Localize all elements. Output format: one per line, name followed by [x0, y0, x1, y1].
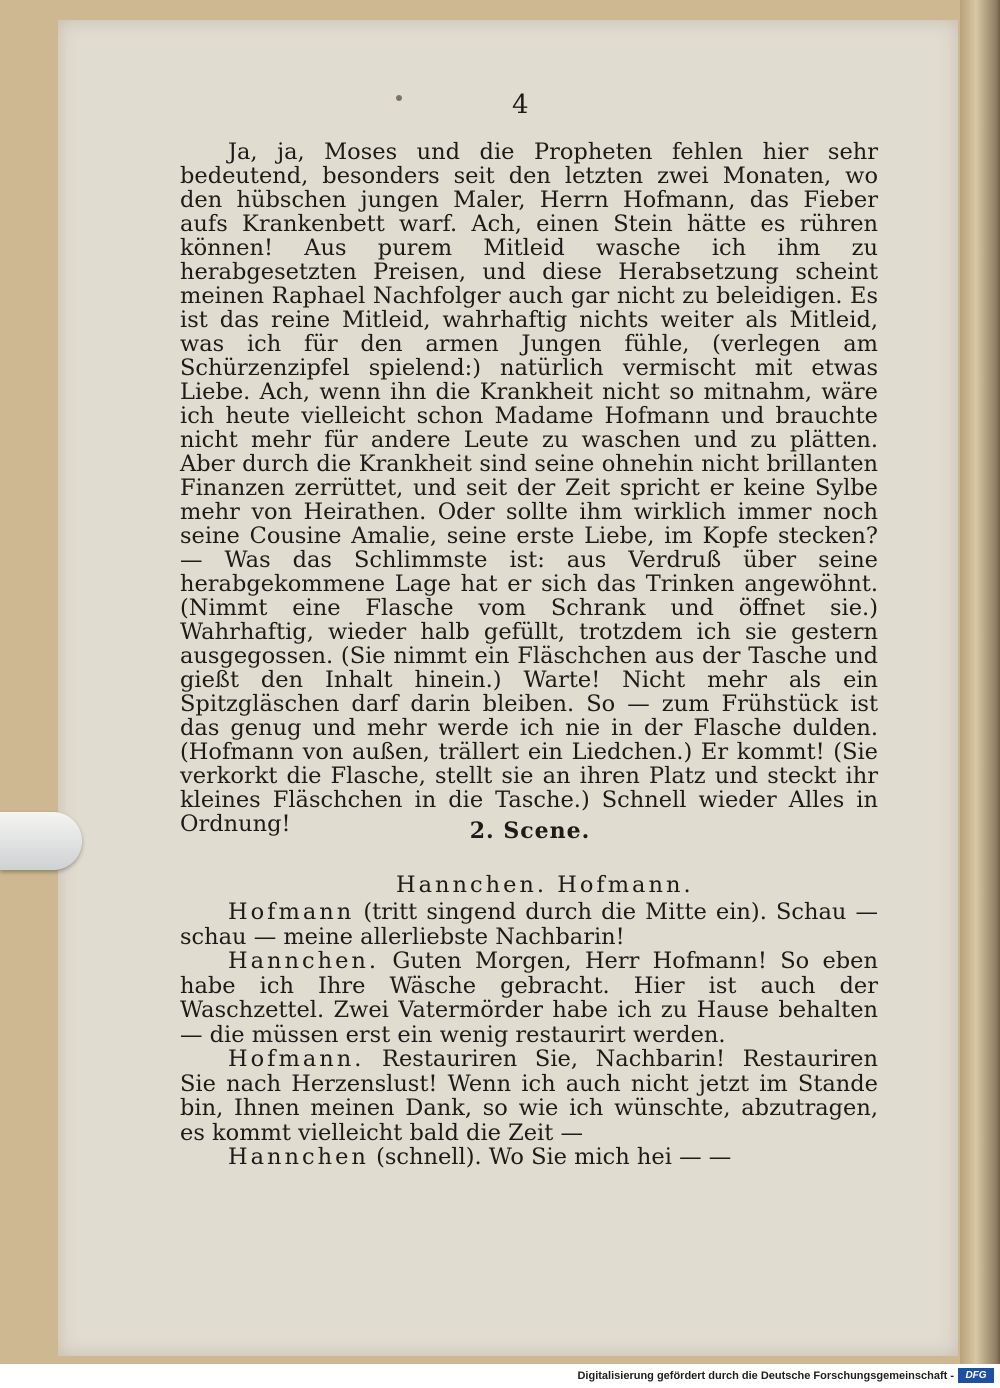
- dfg-logo: DFG: [958, 1368, 994, 1383]
- speech-text: Guten Morgen, Herr Hofmann! So eben habe ich Ihre Wäsche gebracht. Hier ist auch der Waschzettel. Zwei Vatermörder habe ich zu Hause behalten — die müssen erst ein wenig restaurirt werden.: [180, 948, 878, 1048]
- speaker-name: Hannchen: [228, 1144, 369, 1170]
- speech-text: (tritt singend durch die Mitte ein). Schau — schau — meine allerliebste Nachbarin!: [180, 899, 878, 950]
- speech-line: [180, 949, 878, 1047]
- speaker-name: Hofmann: [228, 899, 355, 925]
- speech-text: (schnell). Wo Sie mich hei — —: [368, 1144, 732, 1170]
- footer-bar: [0, 1364, 1000, 1388]
- footer-credit: Digitalisierung gefördert durch die Deutsche Forschungsgemeinschaft -: [577, 1370, 954, 1382]
- speech-line: [180, 1145, 878, 1170]
- persons-line: Hannchen. Hofmann.: [396, 872, 694, 898]
- page-dot: [396, 95, 402, 101]
- scene-title: 2. Scene.: [469, 818, 591, 844]
- speech-line: [180, 1047, 878, 1145]
- book-edge: [960, 0, 1000, 1364]
- dialogue: [180, 900, 878, 1170]
- speech-text: Restauriren Sie, Nachbarin! Restauriren Sie nach Herzenslust! Wenn ich auch nicht jetzt im Stande bin, Ihnen meinen Dank, so wie ich wünschte, abzutragen, es kommt vielleicht bald die Zeit —: [180, 1046, 878, 1146]
- speaker-name: Hofmann.: [228, 1046, 365, 1072]
- speaker-name: Hannchen.: [228, 948, 380, 974]
- speech-line: [180, 900, 878, 949]
- monologue-paragraph: Ja, ja, Moses und die Propheten fehlen hier sehr bedeutend, besonders seit den letzten zwei Monaten, wo den hübschen jungen Maler, Herrn Hofmann, das Fieber aufs Krankenbett warf. Ach, einen Stein hätte es rühren können! Aus purem Mitleid wasche ich ihm zu herabgesetzten Preisen, und diese Herabsetzung scheint meinen Raphael Nachfolger auch gar nicht zu beleidigen. Es ist das reine Mitleid, wahrhaftig nichts weiter als Mitleid, was ich für den armen Jungen fühle, (verlegen am Schürzenzipfel spielend:) natürlich vermischt mit etwas Liebe. Ach, wenn ihn die Krankheit nicht so mitnahm, wäre ich heute vielleicht schon Madame Hofmann und brauchte nicht mehr für andere Leute zu waschen und zu plätten. Aber durch die Krankheit sind seine ohnehin nicht brillanten Finanzen zerrüttet, und seit der Zeit spricht er keine Sylbe mehr von Heirathen. Oder sollte ihm wirklich immer noch seine Cousine Amalie, seine erste Liebe, im Kopfe stecken? — Was das Schlimmste ist: aus Verdruß über seine herabgekommene Lage hat er sich das Trinken angewöhnt. (Nimmt eine Flasche vom Schrank und öffnet sie.) Wahrhaftig, wieder halb gefüllt, trotzdem ich sie gestern ausgegossen. (Sie nimmt ein Fläschchen aus der Tasche und gießt den Inhalt hinein.) Warte! Nicht mehr als ein Spitzgläschen darf darin bleiben. So — zum Frühstück ist das genug und mehr werde ich nie in der Flasche dulden. (Hofmann von außen, trällert ein Liedchen.) Er kommt! (Sie verkorkt die Flasche, stellt sie an ihren Platz und steckt ihr kleines Fläschchen in die Tasche.) Schnell wieder Alles in Ordnung!: [180, 139, 878, 837]
- page-number: 4: [512, 90, 529, 120]
